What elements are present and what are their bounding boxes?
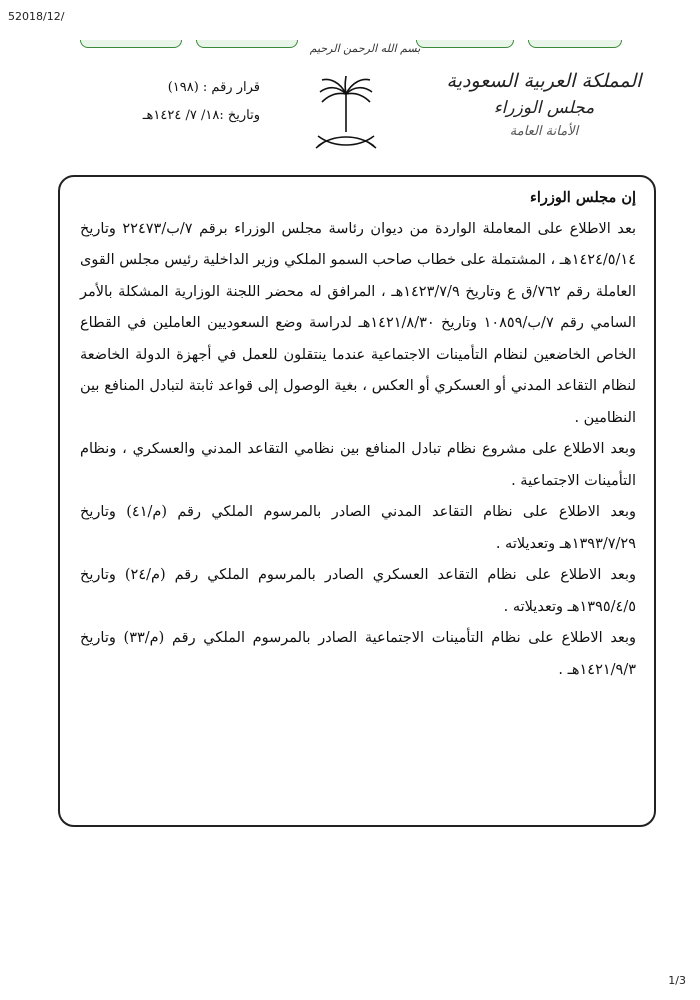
kingdom-name: المملكة العربية السعودية — [446, 70, 642, 92]
paragraph: وبعد الاطلاع على نظام التقاعد المدني الصادر بالمرسوم الملكي رقم (م/٤١) وتاريخ ١٣٩٣/٧/٢٩هـ وتعديلاته . — [80, 504, 636, 552]
decision-number: قرار رقم : (١٩٨) — [167, 80, 260, 95]
paragraph: وبعد الاطلاع على نظام التأمينات الاجتماعية الصادر بالمرسوم الملكي رقم (م/٣٣) وتاريخ ١٤٢١/٩/٣هـ . — [80, 630, 636, 678]
issuer-block — [444, 70, 644, 139]
council-name: مجلس الوزراء — [493, 98, 595, 118]
paragraph: بعد الاطلاع على المعاملة الواردة من ديوان رئاسة مجلس الوزراء برقم ٧/ب/٢٢٤٧٣ وتاريخ ١٤٢٤/٥/١٤هـ ، المشتملة على خطاب صاحب السمو الملكي وزير الداخلية رئيس مجلس القوى العاملة رقم ٧٦٢/ق ع وتاريخ ١٤٢٣/٧/٩هـ ، المرافق له محضر اللجنة الوزارية المشكلة بالأمر السامي رقم ٧/ب/١٠٨٥٩ وتاريخ ١٤٢١/٨/٣٠هـ لدراسة وضع السعوديين العاملين في القطاع الخاص الخاضعين لنظام التأمينات الاجتماعية عندما ينتقلون للعمل في أجهزة الدولة الخاضعة لنظام التقاعد المدني أو العسكري أو العكس ، بغية الوصول إلى قواعد ثابتة لتبادل المنافع بين النظامين . — [80, 220, 636, 426]
secretariat-name: الأمانة العامة — [509, 124, 579, 139]
letterhead — [0, 42, 700, 182]
paragraph: وبعد الاطلاع على نظام التقاعد العسكري الصادر بالمرسوم الملكي رقم (م/٢٤) وتاريخ ١٣٩٥/٤/٥هـ وتعديلاته . — [80, 567, 636, 615]
palm-swords-emblem-icon — [308, 76, 384, 162]
opening-line: إن مجلس الوزراء — [530, 189, 636, 206]
decision-body — [80, 182, 636, 686]
decision-info — [80, 74, 260, 130]
basmala: بسم الله الرحمن الرحيم — [309, 42, 421, 55]
decision-date: وتاريخ :١٨/ ٧/ ١٤٢٤هـ — [142, 108, 260, 123]
page-number: 1/3 — [668, 974, 686, 987]
paragraph: وبعد الاطلاع على مشروع نظام تبادل المنافع بين نظامي التقاعد المدني والعسكري ، ونظام التأمينات الاجتماعية . — [80, 441, 636, 489]
print-date: 52018/12/ — [8, 10, 65, 23]
